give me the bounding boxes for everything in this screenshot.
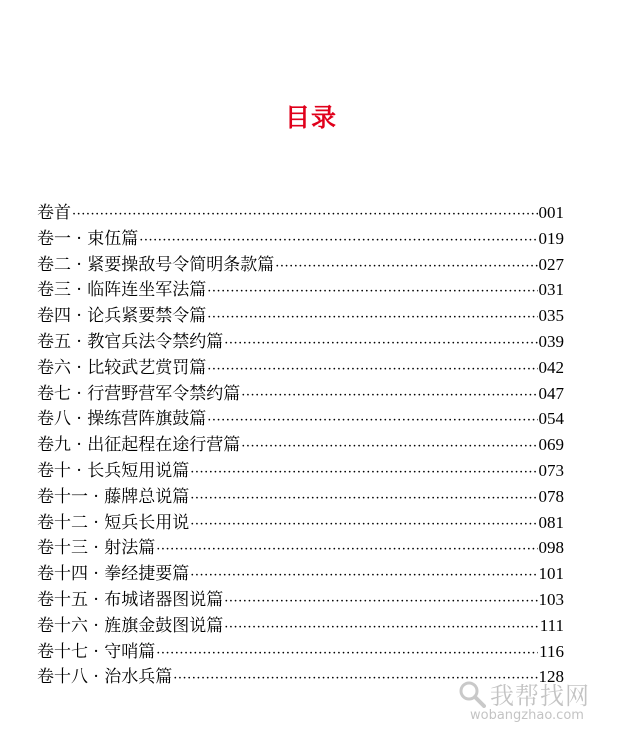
toc-entry-label: 卷八 · 操练营阵旗鼓篇 [37, 409, 207, 430]
toc-entry-label: 卷九 · 出征起程在途行营篇 [37, 435, 241, 456]
toc-entry[interactable] [37, 587, 564, 613]
toc-entry-label: 卷十一 · 藤牌总说篇 [37, 486, 190, 507]
toc-entry-page-number: 101 [538, 564, 564, 584]
toc-entry[interactable] [37, 226, 564, 252]
toc-entry[interactable] [37, 664, 564, 690]
toc-leader-dots [190, 460, 537, 484]
toc-entry-page-number: 073 [538, 460, 564, 480]
toc-leader-dots [224, 615, 539, 639]
toc-entry-page-number: 054 [538, 409, 564, 429]
table-of-contents [37, 200, 564, 690]
toc-entry-label: 卷三 · 临阵连坐军法篇 [37, 280, 207, 301]
toc-leader-dots [224, 589, 537, 613]
toc-entry[interactable] [37, 303, 564, 329]
toc-entry[interactable] [37, 561, 564, 587]
watermark-url: wobangzhao.com [470, 708, 584, 723]
toc-entry-page-number: 042 [538, 357, 564, 377]
toc-entry-page-number: 128 [538, 667, 564, 687]
page-title: 目录 [284, 103, 337, 132]
toc-entry[interactable] [37, 535, 564, 561]
toc-entry-page-number: 019 [538, 228, 564, 248]
toc-entry[interactable] [37, 458, 564, 484]
toc-entry-label: 卷十二 · 短兵长用说 [37, 512, 190, 533]
toc-entry-page-number: 069 [538, 435, 564, 455]
toc-entry-page-number: 027 [538, 254, 564, 274]
toc-leader-dots [156, 641, 538, 665]
toc-entry-label: 卷十七 · 守哨篇 [37, 641, 156, 662]
toc-entry-label: 卷十六 · 旌旗金鼓图说篇 [37, 615, 224, 636]
toc-entry[interactable] [37, 432, 564, 458]
toc-entry-page-number: 078 [538, 486, 564, 506]
toc-entry-label: 卷十八 · 治水兵篇 [37, 667, 173, 688]
toc-leader-dots [139, 228, 537, 252]
toc-entry[interactable] [37, 355, 564, 381]
watermark-text: 我帮找网 [490, 682, 590, 710]
toc-entry-label: 卷七 · 行营野营军令禁约篇 [37, 383, 241, 404]
toc-entry-label: 卷四 · 论兵紧要禁令篇 [37, 306, 207, 327]
toc-entry[interactable] [37, 381, 564, 407]
toc-leader-dots [241, 383, 537, 407]
toc-entry-label: 卷五 · 教官兵法令禁约篇 [37, 331, 224, 352]
toc-entry-page-number: 001 [538, 203, 564, 222]
toc-leader-dots [275, 254, 537, 278]
toc-entry[interactable] [37, 277, 564, 303]
toc-entry[interactable] [37, 510, 564, 536]
toc-entry-page-number: 116 [539, 641, 564, 661]
toc-entry[interactable] [37, 252, 564, 278]
toc-entry[interactable] [37, 639, 564, 665]
toc-entry-page-number: 031 [538, 280, 564, 300]
toc-leader-dots [224, 331, 537, 355]
toc-entry-page-number: 103 [538, 589, 564, 609]
toc-entry-label: 卷十四 · 拳经捷要篇 [37, 564, 190, 585]
toc-entry[interactable] [37, 613, 564, 639]
toc-entry-page-number: 039 [538, 331, 564, 351]
toc-entry[interactable] [37, 329, 564, 355]
toc-entry[interactable] [37, 406, 564, 432]
toc-entry[interactable] [37, 484, 564, 510]
toc-entry-label: 卷十三 · 射法篇 [37, 538, 156, 559]
toc-entry-label: 卷一 · 束伍篇 [37, 228, 139, 249]
toc-leader-dots [207, 305, 537, 329]
toc-leader-dots [173, 666, 537, 690]
toc-leader-dots [207, 357, 537, 381]
toc-entry-label: 卷首 [37, 203, 71, 223]
toc-entry[interactable] [37, 200, 564, 226]
toc-leader-dots [190, 486, 537, 510]
toc-leader-dots [241, 434, 537, 458]
toc-leader-dots [207, 279, 537, 303]
toc-entry-page-number: 111 [539, 615, 564, 635]
toc-entry-label: 卷十 · 长兵短用说篇 [37, 460, 190, 481]
toc-entry-page-number: 081 [538, 512, 564, 532]
toc-entry-label: 卷十五 · 布城诸器图说篇 [37, 589, 224, 610]
toc-entry-label: 卷六 · 比较武艺赏罚篇 [37, 357, 207, 378]
toc-entry-label: 卷二 · 紧要操敌号令简明条款篇 [37, 254, 275, 275]
toc-leader-dots [190, 512, 537, 536]
toc-leader-dots [190, 563, 537, 587]
toc-entry-page-number: 047 [538, 383, 564, 403]
toc-entry-page-number: 035 [538, 306, 564, 326]
toc-leader-dots [207, 408, 537, 432]
toc-entry-page-number: 098 [538, 538, 564, 558]
toc-leader-dots [72, 202, 538, 226]
toc-leader-dots [156, 537, 537, 561]
